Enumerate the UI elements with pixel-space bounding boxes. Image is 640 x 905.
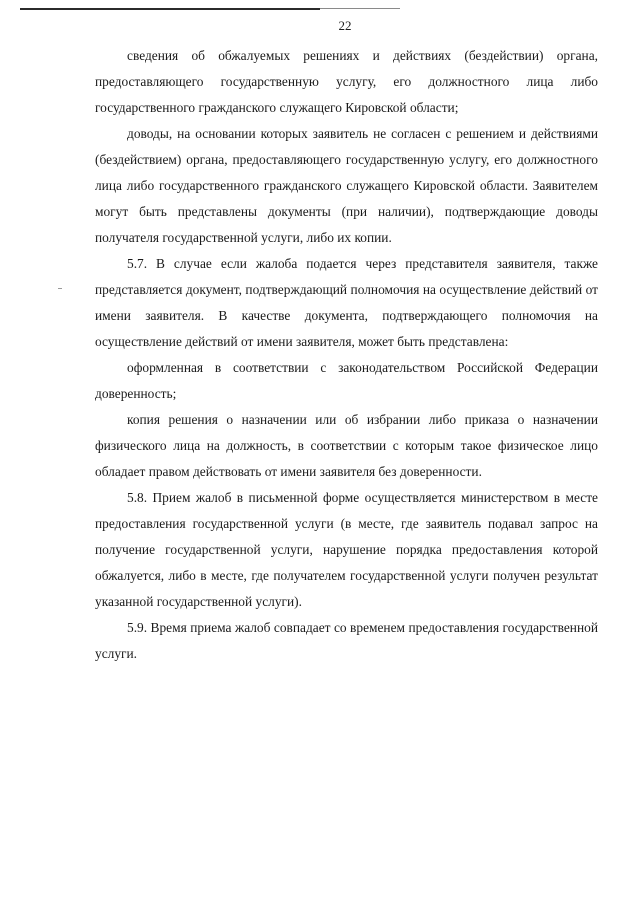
page-number: 22 bbox=[338, 18, 352, 33]
paragraph-complaint-details: сведения об обжалуемых решениях и действиях (бездействии) органа, предоставляющего государственную услугу, его должностного лица либо государственного гражданского служащего Кировской области; bbox=[95, 48, 598, 115]
paragraph-5-9: 5.9. Время приема жалоб совпадает со временем предоставления государственной услуги. bbox=[95, 620, 598, 661]
header-rule bbox=[20, 8, 320, 10]
paragraph-power-of-attorney: оформленная в соответствии с законодательством Российской Федерации доверенность; bbox=[95, 360, 598, 401]
paragraph-arguments: доводы, на основании которых заявитель не согласен с решением и действиями (бездействием) органа, предоставляющего государственную услугу, его должностного лица либо государственного гражданского служащего Кировской области. Заявителем могут быть представлены документы (при наличии), подтверждающие доводы получателя государственной услуги, либо их копии. bbox=[95, 126, 598, 245]
document-body bbox=[95, 43, 598, 667]
paragraph-appointment-copy: копия решения о назначении или об избрании либо приказа о назначении физического лица на должность, в соответствии с которым такое физическое лицо обладает правом действовать от имени заявителя без доверенности. bbox=[95, 412, 598, 479]
paragraph-5-7: 5.7. В случае если жалоба подается через представителя заявителя, также представляется документ, подтверждающий полномочия на осуществление действий от имени заявителя. В качестве документа, подтверждающего полномочия на осуществление действий от имени заявителя, может быть представлена: bbox=[95, 256, 598, 349]
margin-mark bbox=[58, 288, 62, 289]
paragraph-5-8: 5.8. Прием жалоб в письменной форме осуществляется министерством в месте предоставления государственной услуги (в месте, где заявитель подавал запрос на получение государственной услуги, нарушение порядка предоставления которой обжалуется, либо в месте, где получателем государственной услуги получен результат указанной государственной услуги). bbox=[95, 490, 598, 609]
header-rule-faint bbox=[320, 8, 400, 9]
